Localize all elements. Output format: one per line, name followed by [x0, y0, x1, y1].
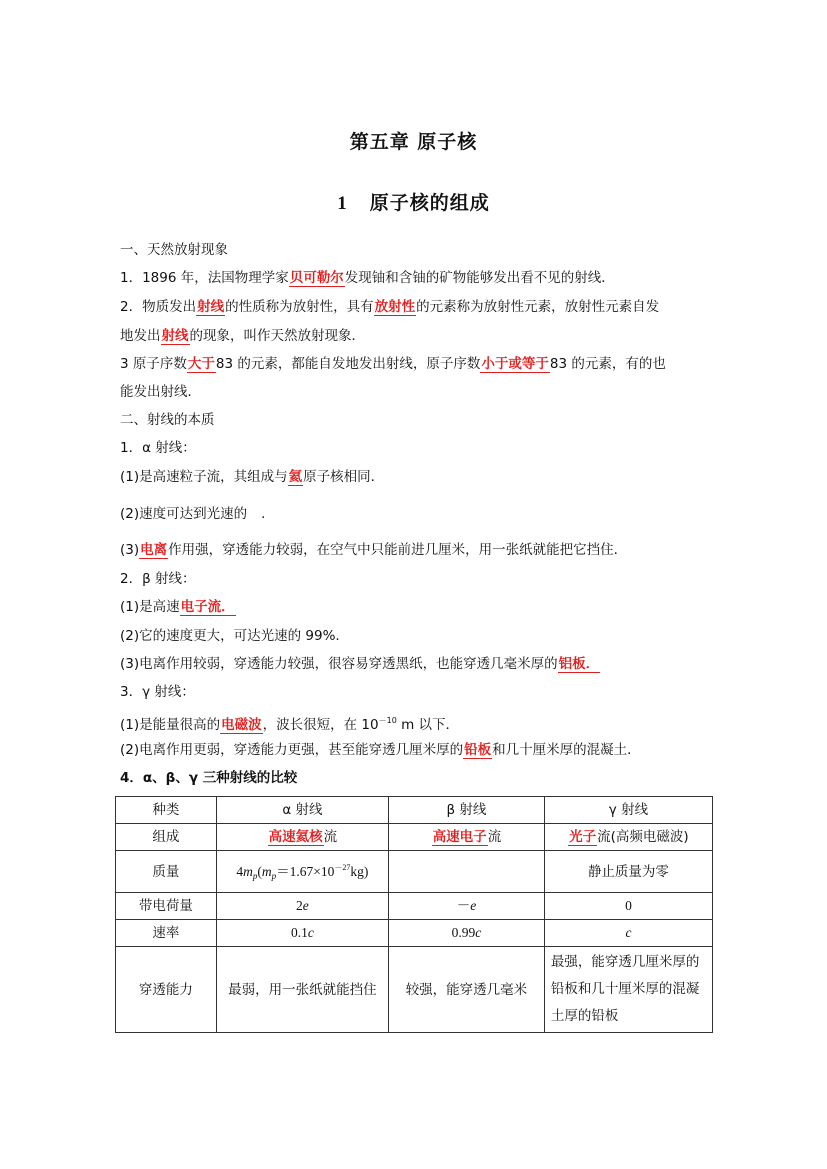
header-cell: 种类	[116, 797, 217, 824]
answer-ionization: 电离	[140, 542, 168, 558]
beta-heading: 2．β 射线：	[120, 571, 196, 587]
text: 83 的元素，有的也	[549, 356, 666, 372]
text: 的现象，叫作天然放射现象．	[189, 328, 365, 344]
answer-radioactivity: 放射性	[374, 299, 416, 315]
answer-electron-stream: 电子流．	[180, 599, 235, 615]
text: (2)电离作用更弱，穿透能力更强，甚至能穿透几厘米厚的	[120, 742, 464, 758]
beta-line3	[120, 654, 600, 674]
cell-alpha-penetration: 最弱，用一张纸就能挡住	[216, 947, 388, 1033]
answer-helium: 氦	[288, 469, 303, 485]
part1-item2	[120, 297, 659, 317]
text: m	[243, 863, 253, 879]
answer-becquerel: 贝可勒尔	[289, 270, 344, 286]
header-cell: γ 射线	[544, 797, 712, 824]
cell-gamma-speed	[544, 920, 712, 947]
text: (1)是能量很高的	[120, 717, 221, 733]
text: 2	[296, 898, 303, 913]
answer-aluminum-plate: 铝板．	[558, 656, 600, 672]
row-label: 速率	[116, 920, 217, 947]
text: 作用强，穿透能力较弱，在空气中只能前进几厘米，用一张纸就能把它挡住．	[168, 542, 628, 558]
text: e	[302, 898, 309, 913]
beta-line2: (2)它的速度更大，可达光速的 99%.	[120, 628, 340, 644]
gamma-line1	[120, 711, 459, 731]
table-row	[116, 824, 713, 851]
text: 3 原子序数	[120, 356, 187, 372]
beta-line1	[120, 597, 236, 617]
cell-beta-mass	[389, 851, 545, 893]
text: 地发出	[120, 328, 161, 344]
text: 的性质称为放射性，具有	[225, 299, 374, 315]
text: 和几十厘米厚的混凝土．	[492, 742, 641, 758]
comparison-table	[115, 796, 713, 1033]
text: (3)	[120, 542, 140, 558]
text: 0.1	[290, 925, 308, 940]
part2-heading: 二、射线的本质	[120, 412, 215, 428]
text: c	[475, 925, 482, 940]
text: kg)	[350, 863, 369, 879]
answer-rays: 射线	[197, 299, 225, 315]
row-label: 质量	[116, 851, 217, 893]
text: 4	[236, 863, 244, 879]
cell-gamma-penetration: 最强，能穿透几厘米厚的铅板和几十厘米厚的混凝土厚的铅板	[544, 947, 712, 1033]
text: ＝1.67×10	[276, 863, 335, 879]
table-row	[116, 920, 713, 947]
text: 1．1896 年，法国物理学家	[120, 270, 289, 286]
compare-heading: 4．α、β、γ 三种射线的比较	[120, 770, 298, 786]
text: p	[252, 870, 258, 881]
answer-lead-plate: 铅板	[464, 742, 492, 758]
text: 2．物质发出	[120, 299, 197, 315]
cell-beta-penetration: 较强，能穿透几毫米	[389, 947, 545, 1033]
text: 流	[487, 829, 502, 845]
text: 流	[323, 829, 338, 845]
alpha-line1	[120, 467, 384, 487]
alpha-line3	[120, 540, 627, 560]
answer-less-or-equal: 小于或等于	[481, 356, 549, 372]
cell-alpha-charge	[216, 893, 388, 920]
part1-heading: 一、天然放射现象	[120, 242, 228, 258]
cell-gamma-charge: 0	[544, 893, 712, 920]
text: 0.99	[451, 925, 476, 940]
answer-electron: 高速电子	[432, 829, 487, 845]
text: .	[261, 506, 266, 522]
row-label: 穿透能力	[116, 947, 217, 1033]
text: m 以下．	[396, 717, 460, 733]
section-title	[0, 188, 827, 215]
text: 83 的元素，都能自发地发出射线，原子序数	[215, 356, 481, 372]
answer-rays-2: 射线	[161, 328, 189, 344]
table-row	[116, 947, 713, 1033]
answer-photon: 光子	[569, 829, 597, 845]
table-row	[116, 851, 713, 893]
row-label: 组成	[116, 824, 217, 851]
part1-item2-line2	[120, 326, 365, 346]
text: (	[257, 863, 262, 879]
cell-beta-composition	[389, 824, 545, 851]
alpha-heading: 1．α 射线：	[120, 440, 196, 456]
text: c	[307, 925, 314, 940]
text: 的元素称为放射性元素，放射性元素自发	[416, 299, 660, 315]
answer-em-wave: 电磁波	[221, 717, 262, 733]
cell-alpha-mass	[216, 851, 388, 893]
text: (1)是高速粒子流，其组成与	[120, 469, 288, 485]
table-row	[116, 797, 713, 824]
text: 原子核相同．	[303, 469, 385, 485]
header-cell: α 射线	[216, 797, 388, 824]
text: (1)是高速	[120, 599, 180, 615]
part1-item3	[120, 354, 666, 374]
chapter-title: 第五章 原子核	[349, 131, 478, 153]
row-label: 带电荷量	[116, 893, 217, 920]
gamma-heading: 3．γ 射线：	[120, 684, 195, 700]
cell-gamma-mass: 静止质量为零	[544, 851, 712, 893]
text: e	[470, 898, 477, 913]
text: p	[271, 870, 277, 881]
text: ，波长很短，在 10	[262, 717, 379, 733]
text: 流(高频电磁波)	[597, 829, 689, 845]
answer-greater-than: 大于	[187, 356, 215, 372]
text: c	[625, 925, 632, 940]
cell-gamma-composition	[544, 824, 712, 851]
text: (3)电离作用较弱，穿透能力较强，很容易穿透黑纸，也能穿透几毫米厚的	[120, 656, 558, 672]
cell-beta-speed	[389, 920, 545, 947]
cell-alpha-speed	[216, 920, 388, 947]
part1-item1	[120, 268, 615, 288]
gamma-line2	[120, 740, 641, 760]
exponent: －10	[378, 716, 397, 725]
answer-helium-nucleus: 高速氦核	[268, 829, 323, 845]
text: －	[456, 898, 471, 913]
section-number: 1	[337, 193, 348, 214]
exponent: －27	[334, 862, 351, 872]
header-cell: β 射线	[389, 797, 545, 824]
part1-item3-line2: 能发出射线．	[120, 384, 201, 400]
table-row	[116, 893, 713, 920]
text: m	[261, 863, 272, 879]
cell-alpha-composition	[216, 824, 388, 851]
text: (2)速度可达到光速的	[120, 506, 248, 522]
alpha-line2	[120, 504, 265, 524]
text: 发现铀和含铀的矿物能够发出看不见的射线．	[344, 270, 615, 286]
cell-beta-charge	[389, 893, 545, 920]
section-title-text: 原子核的组成	[369, 192, 490, 214]
